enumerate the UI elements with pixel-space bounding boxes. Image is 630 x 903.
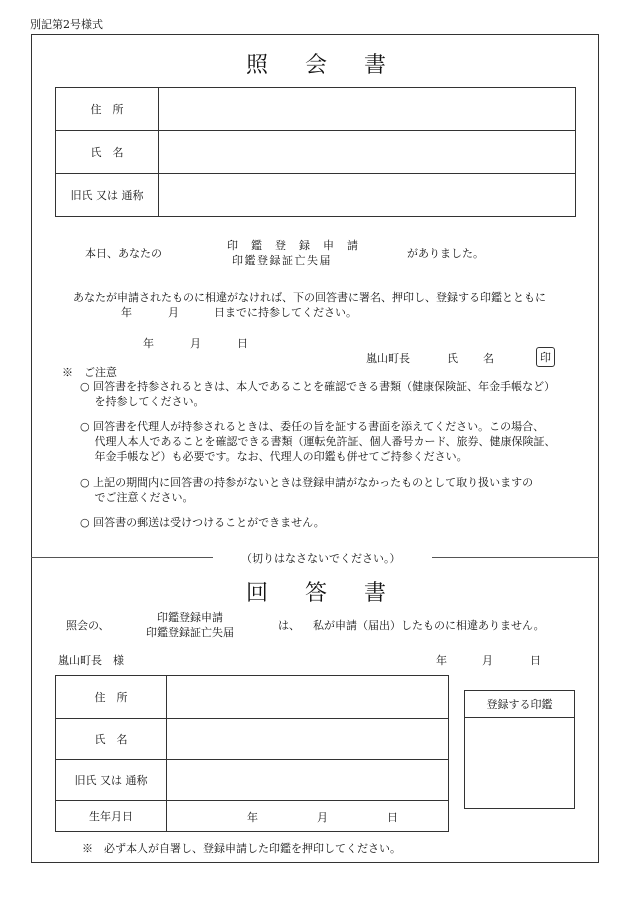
former-name-field[interactable] <box>159 174 576 217</box>
reply-title <box>246 576 386 607</box>
instruction-rest: 日までに持参してください。 <box>214 306 357 319</box>
instruction-month: 月 <box>168 306 179 319</box>
issuer-name-label: 氏 <box>447 352 458 365</box>
former-name-label: 旧氏 又は 通称 <box>56 174 159 217</box>
inquiry-table <box>55 87 576 217</box>
date-month: 月 <box>190 337 201 350</box>
reply-name-field[interactable] <box>167 719 449 760</box>
birth-year: 年 <box>247 811 258 824</box>
date-year: 年 <box>143 337 154 350</box>
reply-footer-note: ※ 必ず本人が自署し、登録申請した印鑑を押印してください。 <box>82 842 401 855</box>
reply-title-char: 答 <box>304 581 327 606</box>
note-item: ○ 回答書を代理人が持参されるときは、委任の旨を証する書面を添えてください。この場合、 代理人本人であることを確認できる書類（運転免許証、個人番号カード、旅券、健康保険証、 年金手帳など）も必要です。なお、代理人の印鑑も併せてご持参ください。 <box>80 420 556 463</box>
inquiry-title <box>246 48 386 79</box>
option-lost-card: 印鑑登録証亡失届 <box>232 254 332 267</box>
address-label: 住 所 <box>56 88 159 131</box>
instruction-year: 年 <box>121 306 132 319</box>
registered-seal-box[interactable] <box>464 690 575 809</box>
note-item: ○ 回答書の郵送は受けつけることができません。 <box>80 516 325 529</box>
reply-addressee: 嵐山町長 様 <box>58 654 124 667</box>
reply-name-label: 氏 名 <box>56 719 167 760</box>
official-seal-mark: 印 <box>536 347 555 367</box>
inquiry-title-char: 書 <box>363 53 386 78</box>
form-number-label: 別記第2号様式 <box>30 18 103 31</box>
registered-seal-label: 登録する印鑑 <box>465 691 574 718</box>
reply-date-month: 月 <box>482 654 493 667</box>
address-field[interactable] <box>159 88 576 131</box>
option-registration: 印 鑑 登 録 申 請 <box>227 239 359 252</box>
issuer: 嵐山町長 <box>366 352 410 365</box>
today-prefix: 本日、あなたの <box>85 247 162 260</box>
reply-date-year: 年 <box>436 654 447 667</box>
reply-former-name-field[interactable] <box>167 760 449 801</box>
reply-option-registration: 印鑑登録申請 <box>157 611 223 624</box>
cut-line-left <box>31 557 213 558</box>
birth-month: 月 <box>317 811 328 824</box>
issuer-name-label-2: 名 <box>483 352 494 365</box>
cut-line-right <box>432 557 599 558</box>
reply-table <box>55 675 449 832</box>
notes-heading: ※ ご注意 <box>62 366 117 379</box>
reply-option-lost-card: 印鑑登録証亡失届 <box>146 626 234 639</box>
inquiry-title-char: 会 <box>304 53 327 78</box>
reply-address-label: 住 所 <box>56 676 167 719</box>
reply-prefix: 照会の、 <box>66 619 110 632</box>
note-item: ○ 回答書を持参されるときは、本人であることを確認できる書類（健康保険証、年金手帳など） を持参してください。 <box>80 380 556 408</box>
reply-birthdate-label: 生年月日 <box>56 801 167 832</box>
reply-birthdate-field[interactable] <box>167 801 449 832</box>
inquiry-title-char: 照 <box>246 53 269 78</box>
reply-address-field[interactable] <box>167 676 449 719</box>
today-suffix: がありました。 <box>407 247 484 260</box>
reply-suffix-ha: は、 <box>278 619 300 632</box>
date-day: 日 <box>237 337 248 350</box>
birth-day: 日 <box>387 811 398 824</box>
name-field[interactable] <box>159 131 576 174</box>
instruction-line1: あなたが申請されたものに相違がなければ、下の回答書に署名、押印し、登録する印鑑とともに <box>73 291 546 304</box>
reply-former-name-label: 旧氏 又は 通称 <box>56 760 167 801</box>
note-item: ○ 上記の期間内に回答書の持参がないときは登録申請がなかったものとして取り扱いますの でご注意ください。 <box>80 476 534 504</box>
reply-date-day: 日 <box>530 654 541 667</box>
reply-suffix: 私が申請（届出）したものに相違ありません。 <box>313 619 545 632</box>
reply-title-char: 書 <box>363 581 386 606</box>
cut-line-text: （切りはなさないでください。） <box>241 552 401 565</box>
reply-title-char: 回 <box>246 581 269 606</box>
name-label: 氏 名 <box>56 131 159 174</box>
